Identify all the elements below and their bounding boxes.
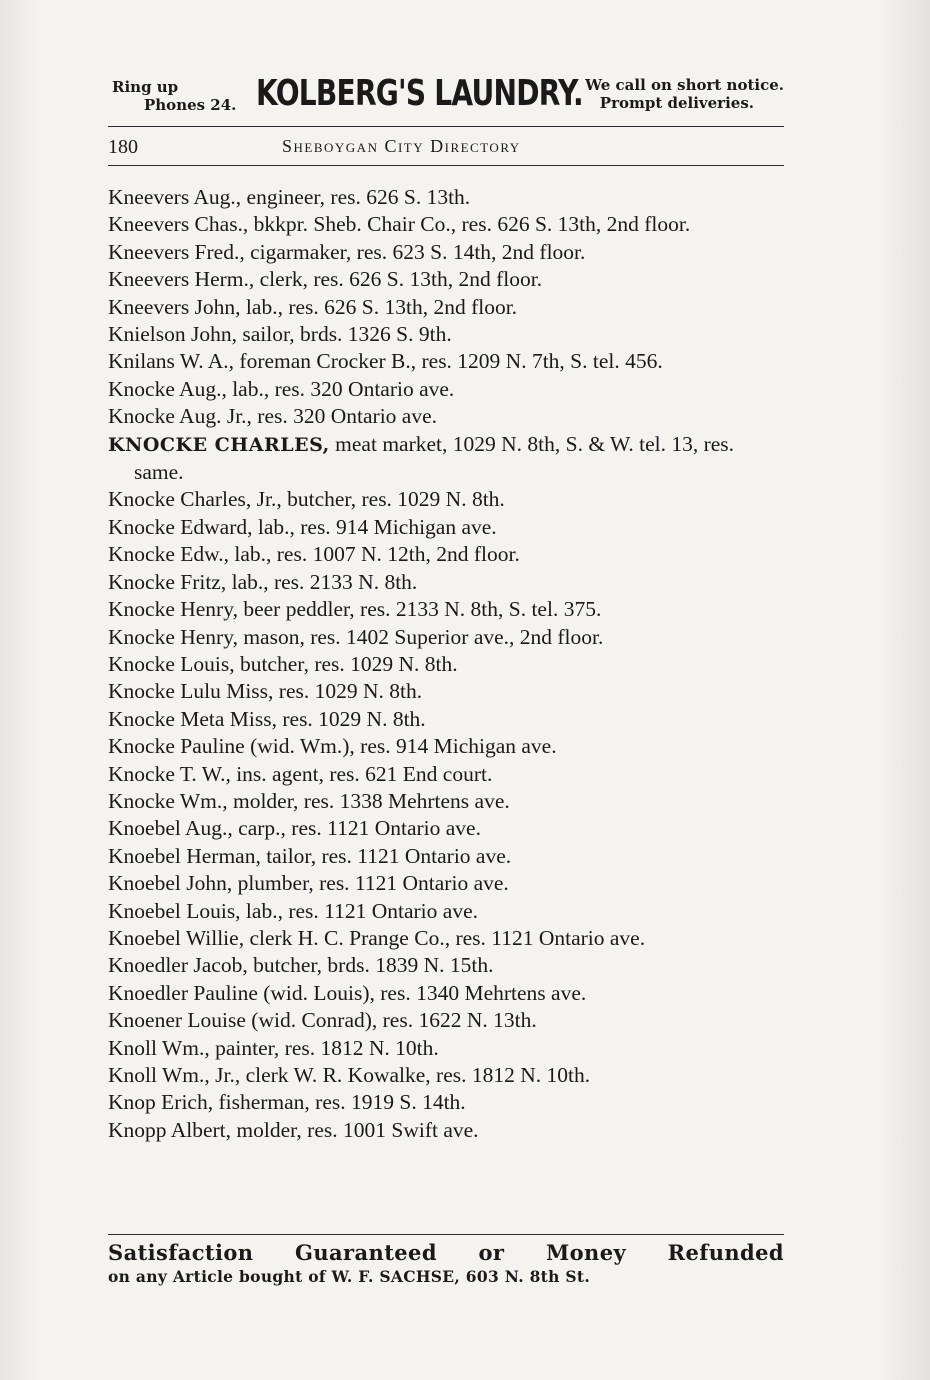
directory-entry: Knocke Pauline (wid. Wm.), res. 914 Michigan ave. [108,734,557,759]
ad-guarantee-word: Satisfaction [108,1240,254,1265]
directory-entry: Knop Erich, fisherman, res. 1919 S. 14th. [108,1090,466,1115]
directory-entry: Knopp Albert, molder, res. 1001 Swift ave. [108,1117,479,1142]
ad-phone-text [112,78,236,114]
directory-entry: Knoll Wm., painter, res. 1812 N. 10th. [108,1035,439,1060]
ad-right-line1: We call on short notice. [585,76,784,94]
directory-entry: Knoedler Jacob, butcher, brds. 1839 N. 15th. [108,953,494,978]
directory-entry: Knocke Lulu Miss, res. 1029 N. 8th. [108,679,423,704]
directory-entry: Knocke Henry, mason, res. 1402 Superior ave., 2nd floor. [108,624,604,649]
directory-entry: Kneevers Aug., engineer, res. 626 S. 13th. [108,185,471,209]
directory-entry: Knocke Edward, lab., res. 914 Michigan ave. [108,514,497,539]
bottom-advertisement [108,1240,784,1286]
directory-entry: Kneevers Chas., bkkpr. Sheb. Chair Co., res. 626 S. 13th, 2nd floor. [108,212,691,237]
directory-entry: Knocke Edw., lab., res. 1007 N. 12th, 2nd floor. [108,542,520,567]
ad-left-line1: Ring up [112,78,179,96]
directory-entry: Knocke Aug., lab., res. 320 Ontario ave. [108,376,455,401]
bold-entry-name: KNOCKE CHARLES, [108,433,330,456]
directory-entry: Knoebel Aug., carp., res. 1121 Ontario ave. [108,816,481,841]
bold-entry [108,431,788,487]
ad-guarantee-word: Money [545,1240,627,1265]
directory-entry: Knocke Henry, beer peddler, res. 2133 N. 8th, S. tel. 375. [108,597,602,622]
header-rule [108,165,784,166]
page-number: 180 [108,136,138,158]
ad-left-line2: Phones 24. [144,96,237,114]
ad-guarantee-word: Guaranteed [295,1240,437,1265]
directory-entry: Knoebel Louis, lab., res. 1121 Ontario ave. [108,898,478,923]
ad-service-text [585,76,784,112]
top-rule [108,126,784,127]
directory-entry: Knocke Aug. Jr., res. 320 Ontario ave. [108,404,437,429]
ad-right-line2: Prompt deliveries. [599,94,754,112]
ad-guarantee-word: Refunded [667,1240,784,1265]
running-head: Sheboygan City Directory [282,136,521,156]
directory-entry: Kneevers Herm., clerk, res. 626 S. 13th, 2nd floor. [108,267,543,292]
entries-group-2 [108,486,788,1144]
top-advertisement [108,70,784,122]
directory-entry: Knielson John, sailor, brds. 1326 S. 9th. [108,322,452,347]
bottom-rule [108,1234,784,1235]
ad-sachse-line: on any Article bought of W. F. SACHSE, 603 N. 8th St. [108,1267,591,1286]
directory-entry: Kneevers John, lab., res. 626 S. 13th, 2nd floor. [108,294,518,319]
directory-entry: Knoebel Willie, clerk H. C. Prange Co., res. 1121 Ontario ave. [108,925,646,950]
directory-entry: Knoedler Pauline (wid. Louis), res. 1340 Mehrtens ave. [108,980,587,1005]
ad-laundry-title: KOLBERG'S LAUNDRY. [256,73,583,114]
directory-entry: Kneevers Fred., cigarmaker, res. 623 S. 14th, 2nd floor. [108,239,586,264]
bold-entry-details: meat market, 1029 N. 8th, S. & W. tel. 13, res. same. [134,431,735,485]
ad-guarantee-word: or [478,1240,505,1265]
directory-entry: Knocke Fritz, lab., res. 2133 N. 8th. [108,569,418,594]
directory-entry: Knocke Meta Miss, res. 1029 N. 8th. [108,706,426,731]
directory-entry: Knocke Wm., molder, res. 1338 Mehrtens ave. [108,788,510,813]
directory-entry: Knocke Charles, Jr., butcher, res. 1029 N. 8th. [108,487,505,512]
page-header [108,136,784,164]
directory-entry: Knilans W. A., foreman Crocker B., res. 1209 N. 7th, S. tel. 456. [108,349,663,374]
directory-entry: Knoll Wm., Jr., clerk W. R. Kowalke, res. 1812 N. 10th. [108,1063,591,1087]
entries-group-1 [108,184,788,431]
directory-entry: Knoebel Herman, tailor, res. 1121 Ontario ave. [108,843,512,868]
directory-entry: Knocke T. W., ins. agent, res. 621 End court. [108,761,493,786]
directory-entries [108,184,788,1144]
directory-entry: Knocke Louis, butcher, res. 1029 N. 8th. [108,651,458,676]
directory-entry: Knoener Louise (wid. Conrad), res. 1622 N. 13th. [108,1008,537,1033]
directory-entry: Knoebel John, plumber, res. 1121 Ontario ave. [108,871,509,896]
ad-guarantee-line [108,1240,784,1265]
